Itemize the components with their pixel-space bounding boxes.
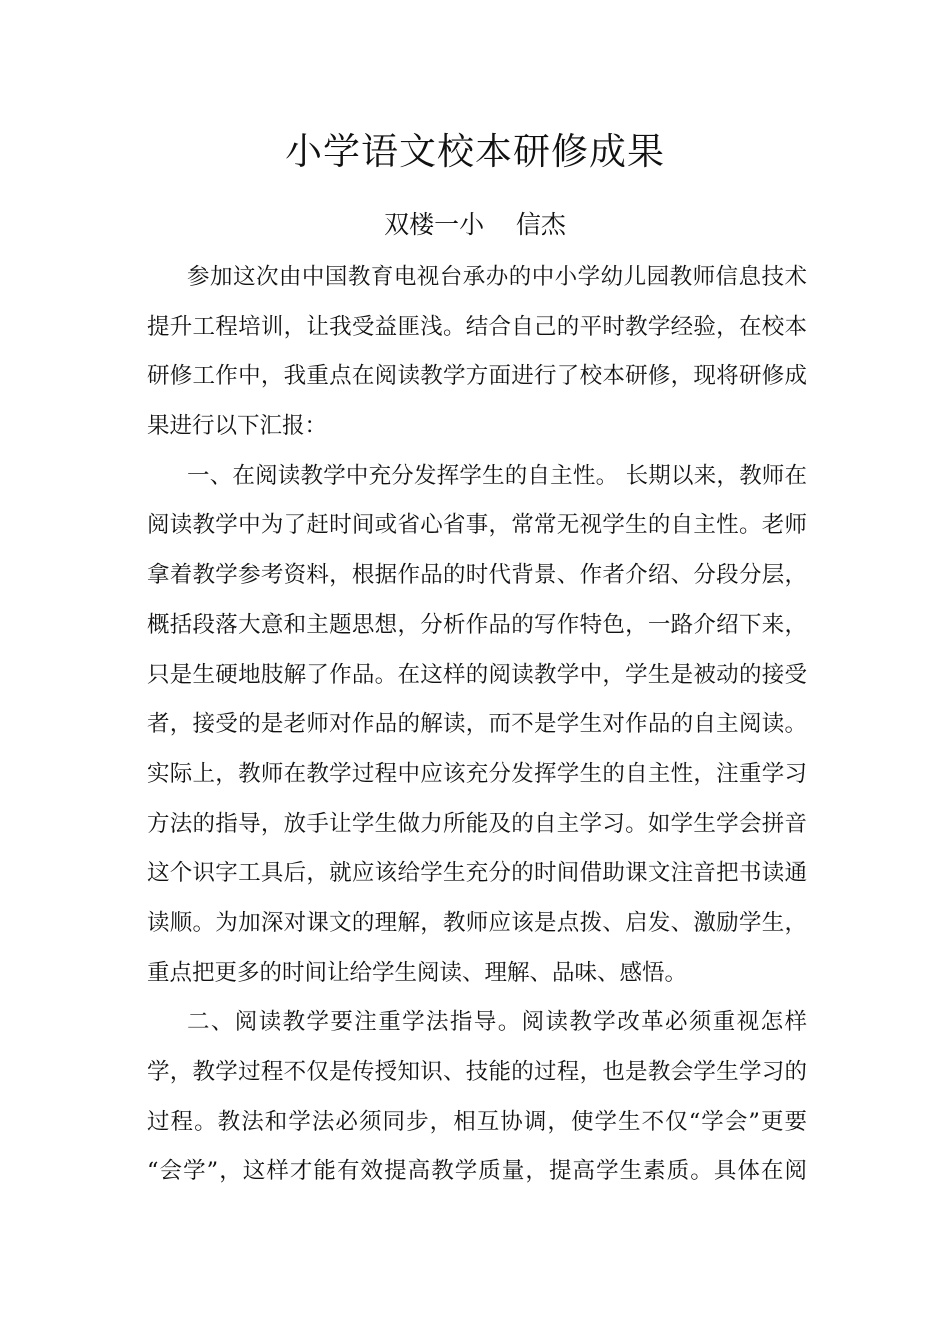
body-line: 实际上，教师在教学过程中应该充分发挥学生的自主性，注重学习 (147, 760, 807, 787)
body-line: 提升工程培训，让我受益匪浅。结合自己的平时教学经验，在校本 (147, 313, 807, 340)
body-line: 二、阅读教学要注重学法指导。阅读教学改革必须重视怎样 (187, 1009, 807, 1036)
body-line: 研修工作中，我重点在阅读教学方面进行了校本研修，现将研修成 (147, 363, 807, 390)
body-line: 拿着教学参考资料，根据作品的时代背景、作者介绍、分段分层， (147, 562, 807, 589)
body-line: 一、在阅读教学中充分发挥学生的自主性。 长期以来，教师在 (187, 462, 807, 489)
body-line: “会学”，这样才能有效提高教学质量，提高学生素质。具体在阅 (147, 1158, 807, 1185)
body-line: 学，教学过程不仅是传授知识、技能的过程，也是教会学生学习的 (147, 1059, 807, 1085)
body-line: 只是生硬地肢解了作品。在这样的阅读教学中，学生是被动的接受 (147, 661, 807, 688)
body-line: 参加这次由中国教育电视台承办的中小学幼儿园教师信息技术 (187, 264, 807, 290)
body-line: 概括段落大意和主题思想，分析作品的写作特色，一路介绍下来， (147, 611, 807, 638)
body-line: 方法的指导，放手让学生做力所能及的自主学习。如学生学会拼音 (147, 810, 807, 837)
body-line: 重点把更多的时间让给学生阅读、理解、品味、感悟。 (147, 959, 688, 986)
body-line: 读顺。为加深对课文的理解，教师应该是点拨、启发、激励学生， (147, 909, 807, 936)
body-line: 者，接受的是老师对作品的解读，而不是学生对作品的自主阅读。 (147, 711, 807, 738)
body-line: 过程。教法和学法必须同步，相互协调，使学生不仅“学会”更要 (147, 1108, 807, 1135)
document-title: 小学语文校本研修成果 (285, 130, 665, 173)
document-body (147, 253, 807, 1197)
body-line: 阅读教学中为了赶时间或省心省事，常常无视学生的自主性。老师 (147, 512, 807, 539)
body-line: 这个识字工具后，就应该给学生充分的时间借助课文注音把书读通 (147, 860, 807, 887)
body-line: 果进行以下汇报： (147, 413, 328, 440)
document-author: 双楼一小 信杰 (384, 210, 566, 239)
